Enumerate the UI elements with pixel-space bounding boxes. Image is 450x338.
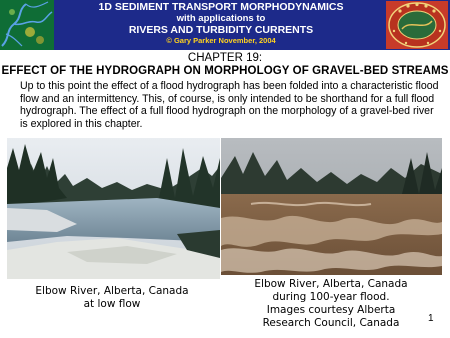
banner-copyright: © Gary Parker November, 2004 [166,36,276,45]
page-number: 1 [428,313,434,324]
river-map-icon [0,0,54,50]
banner-line-1: 1D SEDIMENT TRANSPORT MORPHODYNAMICS [98,1,344,13]
caption-right-line-2: during 100-year flood. [272,291,390,303]
caption-left-line-2: at low flow [83,298,141,310]
chapter-label: CHAPTER 19: [187,52,263,64]
caption-left [12,285,212,311]
river-flood-photo [221,138,442,275]
caption-right-line-1: Elbow River, Alberta, Canada [254,278,408,290]
caption-right [236,278,426,330]
seal-icon [386,1,448,49]
banner-line-2: with applications to [176,13,266,24]
page-title: EFFECT OF THE HYDROGRAPH ON MORPHOLOGY OF GRAVEL-BED STREAMS [1,65,449,77]
banner-text [56,1,386,45]
body-paragraph: Up to this point the effect of a flood hydrograph has been folded into a characteristic flood flow and an intermittency. This, of course, is only intended to be shorthand for a full flood hydrograph. The effect of a full flood hydrograph on the morphology of a gravel-bed river is explored in this chapter. [20,80,439,130]
caption-right-line-4: Research Council, Canada [262,317,400,329]
banner-line-3: RIVERS AND TURBIDITY CURRENTS [128,24,314,36]
header-banner [0,0,450,50]
caption-right-line-3: Images courtesy Alberta [266,304,396,316]
river-low-flow-photo [7,138,220,279]
caption-left-line-1: Elbow River, Alberta, Canada [35,285,189,297]
